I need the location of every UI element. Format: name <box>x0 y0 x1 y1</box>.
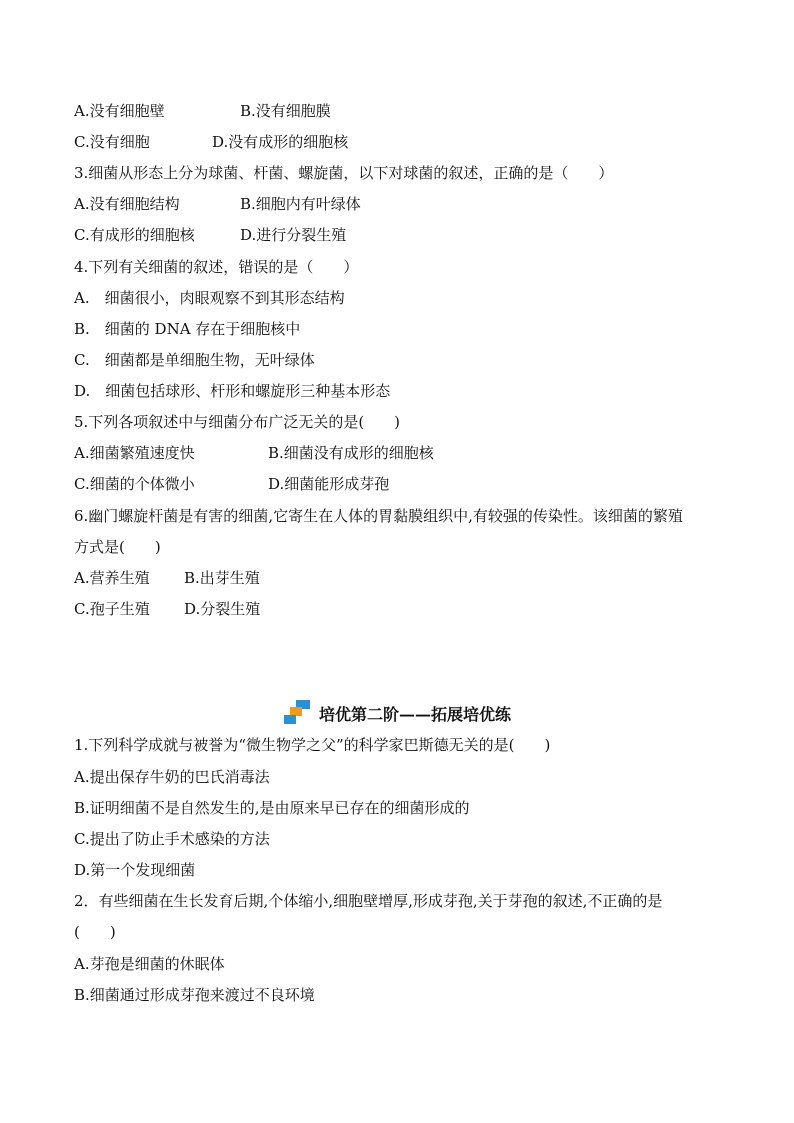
text-line: C.提出了防止手术感染的方法 <box>74 830 270 848</box>
text-line: D.第一个发现细菌 <box>74 861 196 879</box>
text-line: 5.下列各项叙述中与细菌分布广泛无关的是( ) <box>74 413 401 431</box>
text-line: B.证明细菌不是自然发生的,是由原来早已存在的细菌形成的 <box>74 799 470 817</box>
text-line: C. 细菌都是单细胞生物，无叶绿体 <box>74 351 315 369</box>
answer-option: D.细菌能形成芽孢 <box>268 475 390 493</box>
text-line: 3.细菌从形态上分为球菌、杆菌、螺旋菌，以下对球菌的叙述，正确的是（ ） <box>74 164 614 182</box>
answer-option: C.孢子生殖 <box>74 600 150 618</box>
section-heading <box>0 704 794 726</box>
answer-option: A.没有细胞壁 <box>74 102 165 120</box>
text-line: B. 细菌的 DNA 存在于细胞核中 <box>74 320 301 338</box>
answer-option: A.没有细胞结构 <box>74 195 180 213</box>
section-logo-icon <box>283 698 315 726</box>
answer-option: C.没有细胞 <box>74 133 150 151</box>
answer-option: B.出芽生殖 <box>184 569 260 587</box>
text-line: A.芽孢是细菌的休眠体 <box>74 955 225 973</box>
answer-option: D.进行分裂生殖 <box>240 226 347 244</box>
text-line: A.提出保存牛奶的巴氏消毒法 <box>74 768 270 786</box>
text-line: A. 细菌很小，肉眼观察不到其形态结构 <box>74 289 345 307</box>
answer-option: D.分裂生殖 <box>184 600 261 618</box>
answer-option: A.营养生殖 <box>74 569 150 587</box>
text-line: ( ) <box>74 923 116 941</box>
text-line: 2．有些细菌在生长发育后期,个体缩小,细胞壁增厚,形成芽孢,关于芽孢的叙述,不正确的是 <box>74 892 663 910</box>
section-title-text: 培优第二阶——拓展培优练 <box>318 705 511 724</box>
text-line: 方式是( ) <box>74 538 161 556</box>
answer-option: B.没有细胞膜 <box>240 102 331 120</box>
answer-option: B.细菌没有成形的细胞核 <box>268 444 434 462</box>
text-line: B.细菌通过形成芽孢来渡过不良环境 <box>74 986 315 1004</box>
text-line: 6.幽门螺旋杆菌是有害的细菌,它寄生在人体的胃黏膜组织中,有较强的传染性。该细菌的繁殖 <box>74 507 683 525</box>
text-line: 1.下列科学成就与被誉为“微生物学之父”的科学家巴斯德无关的是( ) <box>74 736 551 754</box>
answer-option: D.没有成形的细胞核 <box>212 133 349 151</box>
text-line: 4.下列有关细菌的叙述，错误的是（ ） <box>74 258 359 276</box>
answer-option: C.有成形的细胞核 <box>74 226 195 244</box>
answer-option: B.细胞内有叶绿体 <box>240 195 361 213</box>
answer-option: C.细菌的个体微小 <box>74 475 195 493</box>
answer-option: A.细菌繁殖速度快 <box>74 444 195 462</box>
text-line: D. 细菌包括球形、杆形和螺旋形三种基本形态 <box>74 382 391 400</box>
